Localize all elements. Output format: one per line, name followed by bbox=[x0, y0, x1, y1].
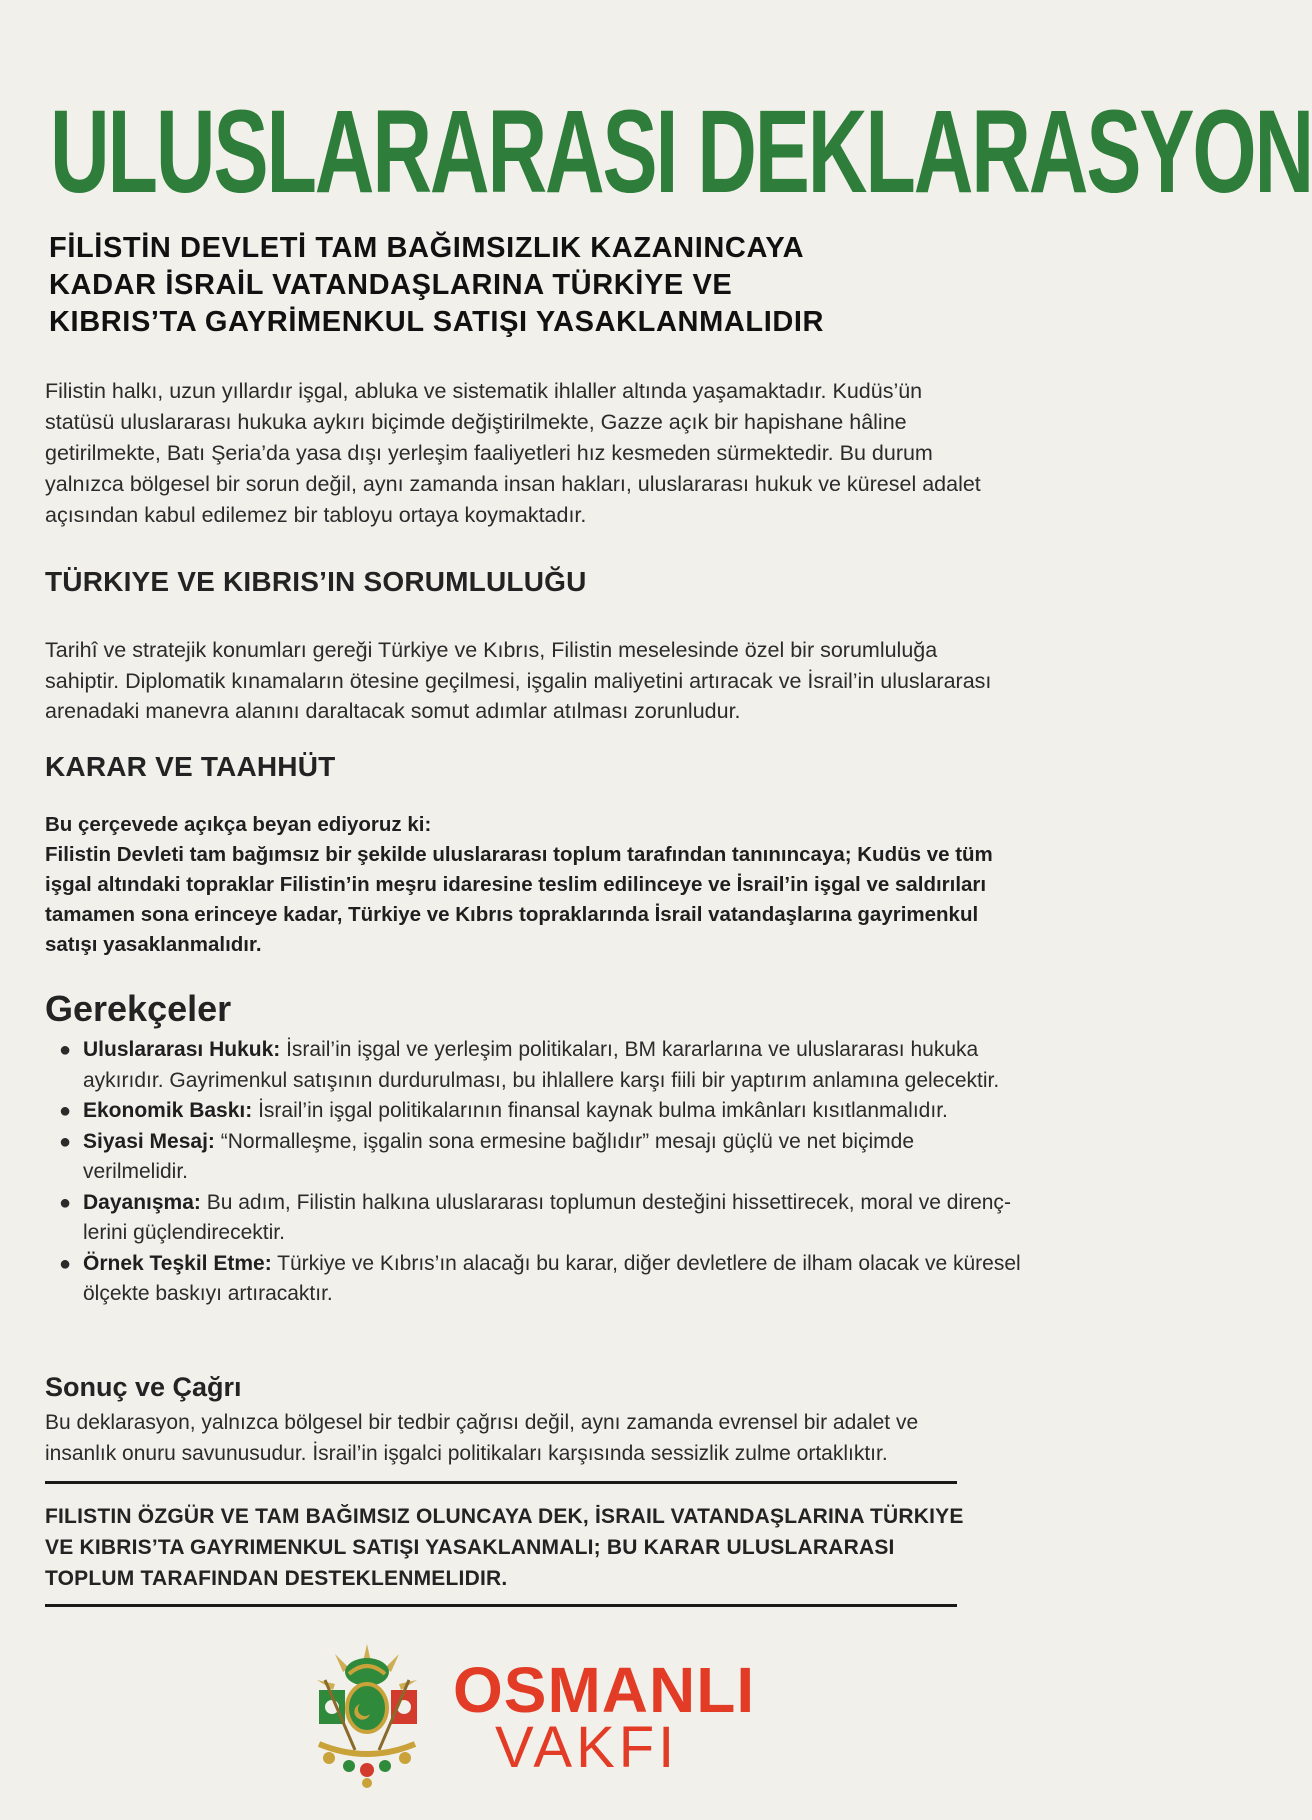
reason-label: Dayanışma: bbox=[83, 1190, 201, 1214]
responsibility-paragraph: Tarihî ve stratejik konumları gereği Türkiye ve Kıbrıs, Filistin meselesinde özel bir sorumluluğa sahiptir. Diplomatik kınamaların ötesine geçilmesi, işgalin maliyetini artıracak ve İsrail’in uluslararası arenadaki manevra alanını daraltacak somut adımlar atılması zorunludur. bbox=[45, 638, 992, 723]
reasons-heading: Gerekçeler bbox=[45, 988, 232, 1029]
bullet-icon: ● bbox=[59, 1252, 72, 1275]
subtitle-line: KADAR İSRAİL VATANDAŞLARINA TÜRKİYE VE bbox=[49, 269, 733, 301]
conclusion-paragraph: Bu deklarasyon, yalnızca bölgesel bir tedbir çağrısı değil, aynı zamanda evrensel bir adalet ve insanlık onuru savunusudur. İsrail’in işgalci politikaları karşısında sessizlik zulme ortaklıktır. bbox=[45, 1411, 919, 1465]
intro-paragraph: Filistin halkı, uzun yıllardır işgal, abluka ve sistematik ihlaller altında yaşamaktadır. Kudüs’ün statüsü uluslararası hukuka aykırı biçimde değiştirilmekte, Gazze açık bir hapishane hâline getirilmekte, Batı Şeria’da yasa dışı yerleşim faaliyetleri hız kesmeden sürmektedir. Bu durum yalnızca bölgesel bir sorun değil, aynı zamanda insan hakları, uluslararası hukuk ve küresel adalet açısından kabul edilemez bir tabloyu ortaya koymaktadır. bbox=[45, 379, 981, 527]
brand-name-line1: OSMANLI bbox=[453, 1654, 756, 1726]
declaration-text: Filistin Devleti tam bağımsız bir şekilde uluslararası toplum tarafından tanınıncaya; Kudüs ve tüm işgal altındaki topraklar Filistin’in meşru idaresine teslim edilinceye ve İsrail’in işgal ve saldırıları tamamen sona erinceye kadar, Türkiye ve Kıbrıs topraklarında İsrail vatandaşlarına gayrimenkul satışı yasaklanmalıdır. bbox=[45, 843, 993, 956]
list-item bbox=[59, 1035, 1023, 1096]
section-heading-responsibility: TÜRKIYE VE KIBRIS’IN SORUMLULUĞU bbox=[45, 566, 587, 597]
reason-text: “Normalleşme, işgalin sona ermesine bağlıdır” mesajı güçlü ve net biçimde verilmelidir. bbox=[83, 1129, 915, 1183]
subtitle-line: FİLİSTİN DEVLETİ TAM BAĞIMSIZLIK KAZANINCAYA bbox=[49, 232, 805, 264]
ottoman-coat-of-arms-icon bbox=[305, 1640, 430, 1790]
divider bbox=[45, 1481, 957, 1484]
reason-text: Bu adım, Filistin halkına uluslararası toplumun desteğini hissettirecek, moral ve dirençlerini güçlendirecektir. bbox=[83, 1190, 1011, 1244]
section-heading-decision: KARAR VE TAAHHÜT bbox=[45, 751, 336, 782]
list-item bbox=[59, 1127, 1023, 1188]
main-title: ULUSLARARASI DEKLARASYON bbox=[50, 86, 1312, 218]
list-item bbox=[59, 1096, 1023, 1127]
list-item bbox=[59, 1249, 1023, 1310]
declaration-lead: Bu çerçevede açıkça beyan ediyoruz ki: bbox=[45, 813, 432, 836]
conclusion-heading: Sonuç ve Çağrı bbox=[45, 1372, 242, 1402]
subtitle bbox=[49, 230, 949, 341]
reason-label: Örnek Teşkil Etme: bbox=[83, 1251, 272, 1275]
final-statement: FILISTIN ÖZGÜR VE TAM BAĞIMSIZ OLUNCAYA DEK, İSRAIL VATANDAŞLARINA TÜRKIYE VE KIBRIS’TA GAYRIMENKUL SATIŞI YASAKLANMALI; BU KARAR ULUSLARARASI TOPLUM TARAFINDAN DESTEKLENMELIDIR. bbox=[45, 1505, 964, 1590]
bullet-icon: ● bbox=[59, 1100, 72, 1122]
divider bbox=[45, 1604, 957, 1607]
bullet-icon: ● bbox=[59, 1039, 72, 1061]
reasons-list bbox=[45, 1035, 1023, 1310]
bullet-icon: ● bbox=[59, 1191, 72, 1214]
reason-label: Ekonomik Baskı: bbox=[83, 1099, 253, 1122]
reason-text: İsrail’in işgal ve yerleşim politikaları, BM kararlarına ve uluslararası hukuka aykırıdır. Gayrimenkul satışının durdurulması, bu ihlallere karşı fiili bir yaptırım anlamına gelecektir. bbox=[83, 1038, 1000, 1092]
bullet-icon: ● bbox=[59, 1130, 72, 1153]
reason-text: Türkiye ve Kıbrıs’ın alacağı bu karar, diğer devletlere de ilham olacak ve küresel ölçekte baskıyı artıracaktır. bbox=[83, 1251, 1021, 1305]
reason-label: Siyasi Mesaj: bbox=[83, 1129, 215, 1153]
list-item bbox=[59, 1188, 1023, 1249]
reason-text: İsrail’in işgal politikalarının finansal kaynak bulma imkânları kısıtlanmalıdır. bbox=[252, 1099, 948, 1122]
reason-label: Uluslararası Hukuk: bbox=[83, 1038, 281, 1061]
subtitle-line: KIBRIS’TA GAYRİMENKUL SATIŞI YASAKLANMALIDIR bbox=[49, 306, 825, 338]
brand-logo bbox=[305, 1640, 756, 1790]
brand-name-line2: VAKFI bbox=[495, 1715, 679, 1780]
declaration-block bbox=[45, 810, 1000, 960]
